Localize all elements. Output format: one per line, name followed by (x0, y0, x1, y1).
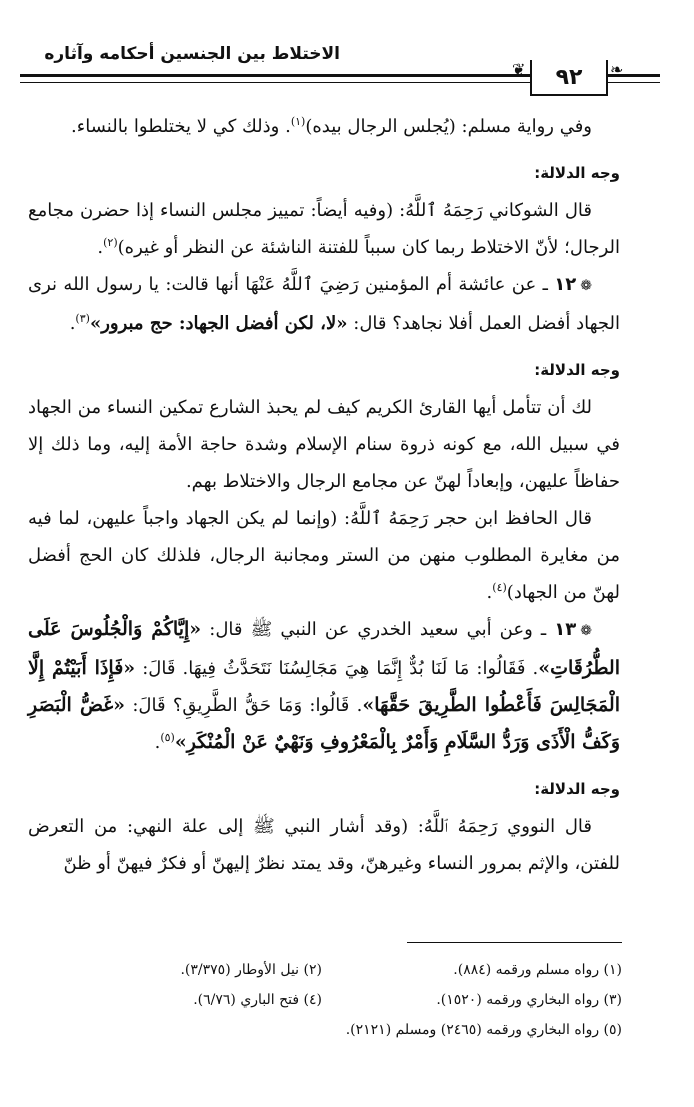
hadith-quote: «إِيَّاكُمْ وَالْجُلُوسَ عَلَى الطُّرُقَاتِ» (28, 618, 620, 679)
text: . فَقَالُوا: مَا لَنَا بُدٌّ إِنَّمَا هِيَ مَجَالِسُنَا نَتَحَدَّثُ فِيهَا. قَالَ: (142, 658, 539, 679)
paragraph (28, 108, 620, 145)
hadith-marker-icon: ❁ (580, 278, 592, 294)
main-text (28, 108, 620, 882)
text: ـ وعن أبي سعيد الخدري عن النبي ﷺ قال: (209, 619, 547, 640)
paragraph: لك أن تتأمل أيها القارئ الكريم كيف لم يحبذ الشارع تمكين النساء من الجهاد في سبيل الله، مع كونه ذروة سنام الإسلام وشدة حاجة الأمة إليه، وما ذلك إلا حفاظاً عليهن، وإبعاداً لهنّ عن مجامع الرجال والاختلاط بهم. (28, 397, 620, 492)
hadith-quote: «فَإِذَا أَبَيْتُمْ إِلَّا الْمَجَالِسَ فَأَعْطُوا الطَّرِيقَ حَقَّهَا» (28, 657, 620, 716)
text: . (97, 237, 104, 258)
page-header (20, 38, 660, 98)
text: . (486, 582, 493, 603)
footnote-row (40, 985, 622, 1015)
paragraph (28, 500, 620, 611)
footnote-divider (407, 942, 622, 943)
ornament-left-icon: ❦ (512, 60, 526, 79)
text: ـ عن عائشة أم المؤمنين رَضِيَ ٱللَّهُ عَنْهَا أنها قالت: يا رسول الله نرى الجهاد أفضل العمل أفلا نجاهد؟ قال: (28, 274, 620, 334)
footnote: (١) رواه مسلم ورقمه (٨٨٤). (453, 962, 622, 978)
section-heading: وجه الدلالة: (534, 780, 620, 798)
hadith-quote: «غَضُّ الْبَصَرِ وَكَفُّ الْأَذَى وَرَدُّ السَّلَامِ وَأَمْرٌ بِالْمَعْرُوفِ وَنَهْيٌ عَنْ الْمُنْكَرِ» (28, 694, 620, 753)
footnote-row (40, 1015, 622, 1045)
footnote: (٢) نيل الأوطار (٣/٣٧٥). (180, 962, 322, 978)
footnote-ref: (٥) (160, 731, 175, 744)
text: . وذلك كي لا يختلطوا بالنساء. (71, 116, 291, 137)
hadith-paragraph (28, 611, 620, 761)
footnote-row (40, 955, 622, 985)
paragraph: قال النووي رَحِمَهُ ٱللَّهُ: (وقد أشار النبي ﷺ إلى علة النهي: من التعرض للفتن، والإثم بمرور النساء وغيرهنّ، وقد يمتد نظرٌ إليهنّ أو فكرٌ فيهنّ أو ظنّ (28, 816, 620, 874)
hadith-quote: «لا، لكن أفضل الجهاد: حج مبرور» (89, 313, 348, 334)
footnote-ref: (٤) (492, 581, 507, 594)
section-heading: وجه الدلالة: (534, 164, 620, 182)
footnote: (٥) رواه البخاري ورقمه (٢٤٦٥) ومسلم (٢١٢١). (345, 1022, 622, 1038)
page-number: ٩٢ (530, 60, 608, 96)
footnote-ref: (١) (290, 115, 306, 128)
footnotes (40, 955, 622, 1045)
paragraph (28, 192, 620, 266)
text: قال الحافظ ابن حجر رَحِمَهُ ٱللَّهُ: (وإنما لم يكن الجهاد واجباً عليهن، لما فيه من مغايرة المطلوب منهن من الستر ومجانبة الرجال، فلذلك كان الحج أفضل لهنّ من الجهاد) (28, 508, 620, 603)
footnote: (٤) فتح الباري (٦/٧٦). (193, 992, 322, 1008)
footnote-ref: (٣) (75, 312, 90, 325)
text: . قَالُوا: وَمَا حَقُّ الطَّرِيقِ؟ قَالَ: (132, 695, 363, 716)
ornament-right-icon: ❧ (610, 60, 624, 79)
hadith-number: ١٣ (554, 619, 577, 640)
hadith-paragraph (28, 266, 620, 342)
hadith-number: ١٢ (554, 274, 577, 295)
footnote: (٣) رواه البخاري ورقمه (١٥٢٠). (436, 992, 622, 1008)
text: وفي رواية مسلم: (يُجلس الرجال بيده) (305, 116, 592, 137)
running-title: الاختلاط بين الجنسين أحكامه وآثاره (44, 44, 340, 64)
text: . (154, 732, 161, 753)
footnote-ref: (٢) (103, 236, 118, 249)
text: قال الشوكاني رَحِمَهُ ٱللَّهُ: (وفيه أيضاً: تمييز مجلس النساء إذا حضرن مجامع الرجال؛ لأنّ الاختلاط ربما كان سبباً للفتنة الناشئة عن النظر أو غيره) (28, 200, 620, 258)
hadith-marker-icon: ❁ (580, 623, 592, 639)
text: . (69, 313, 76, 334)
section-heading: وجه الدلالة: (534, 361, 620, 379)
